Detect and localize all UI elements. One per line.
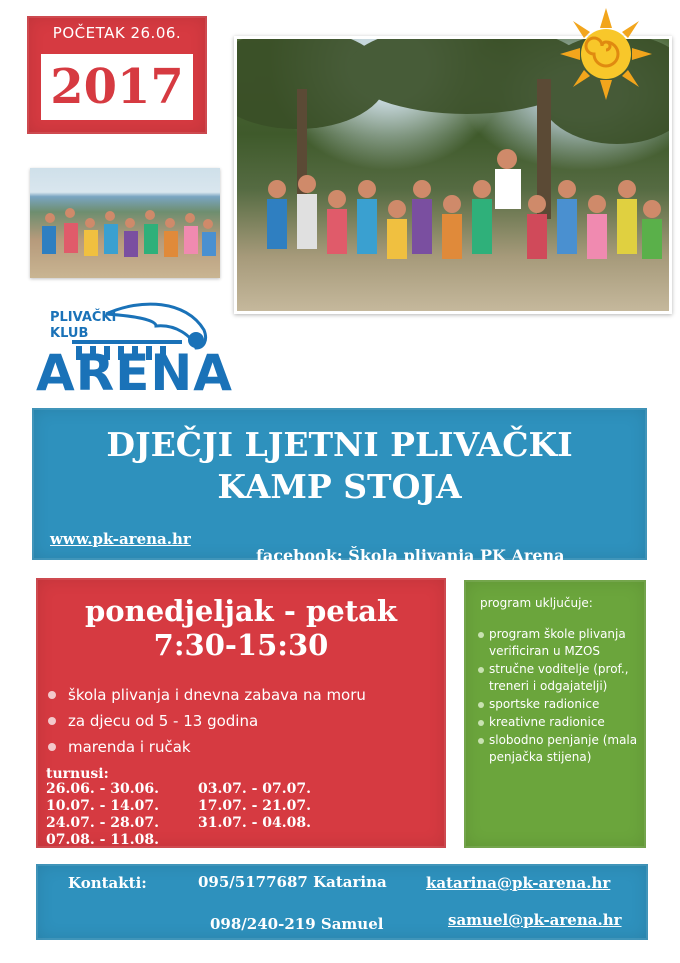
camp-title [32,424,647,508]
turnus-date: 26.06. - 30.06. [46,781,159,797]
turnus-date: 03.07. - 07.07. [198,781,311,797]
bullet-icon [478,667,484,673]
turnus-date: 10.07. - 14.07. [46,798,159,814]
turnus-date: 07.08. - 11.08. [46,832,159,848]
program-panel [464,580,646,848]
turnusi-grid [46,781,348,849]
list-item: za djecu od 5 - 13 godina [48,708,366,734]
bullet-icon [48,717,56,725]
schedule-days: ponedjeljak - petak [84,594,397,628]
program-list [478,626,640,767]
list-item: sportske radionice [478,696,640,713]
turnus-date: 17.07. - 21.07. [198,798,311,814]
facebook-text: facebook: Škola plivanja PK Arena [256,546,565,565]
bullet-icon [478,720,484,726]
bullet-icon [478,702,484,708]
email-samuel-link[interactable]: samuel@pk-arena.hr [448,911,622,929]
contact-banner [36,864,648,940]
club-logo [36,300,233,402]
list-item: stručne voditelje (prof., treneri i odgajatelji) [478,661,640,695]
year-text: 2017 [41,54,193,120]
turnus-date: 24.07. - 28.07. [46,815,159,831]
bullet-icon [478,632,484,638]
bullet-icon [48,743,56,751]
bullet-icon [48,691,56,699]
start-date-text: POČETAK 26.06. [52,24,182,42]
contacts-label: Kontakti: [68,874,147,892]
list-item: marenda i ručak [48,734,366,760]
camp-title-line2: KAMP STOJA [217,467,462,506]
logo-line2: KLUB [50,326,89,341]
phone-samuel: 098/240-219 Samuel [210,915,384,933]
schedule-bullets [48,682,366,760]
logo-name: ARENA [36,344,233,402]
schedule-hours: 7:30-15:30 [153,628,329,662]
list-item: program škole plivanja verificiran u MZOS [478,626,640,660]
sun-icon [558,6,654,102]
turnus-date: 31.07. - 04.08. [198,815,311,831]
turnusi-label: turnusi: [46,766,109,782]
schedule-panel [36,578,446,848]
email-katarina-link[interactable]: katarina@pk-arena.hr [426,874,611,892]
list-item: kreativne radionice [478,714,640,731]
schedule-heading [36,594,446,662]
list-item: slobodno penjanje (mala penjačka stijena) [478,732,640,766]
bullet-icon [478,738,484,744]
beach-photo-illustration [30,168,220,278]
camp-title-line1: DJEČJI LJETNI PLIVAČKI [106,425,573,464]
logo-line1: PLIVAČKI [50,310,117,325]
title-banner [32,408,647,565]
start-date-badge [27,16,207,134]
website-link[interactable]: www.pk-arena.hr [50,530,191,548]
beach-group-photo [30,168,220,278]
program-title: program uključuje: [480,596,593,610]
list-item: škola plivanja i dnevna zabava na moru [48,682,366,708]
phone-katarina: 095/5177687 Katarina [198,873,387,891]
